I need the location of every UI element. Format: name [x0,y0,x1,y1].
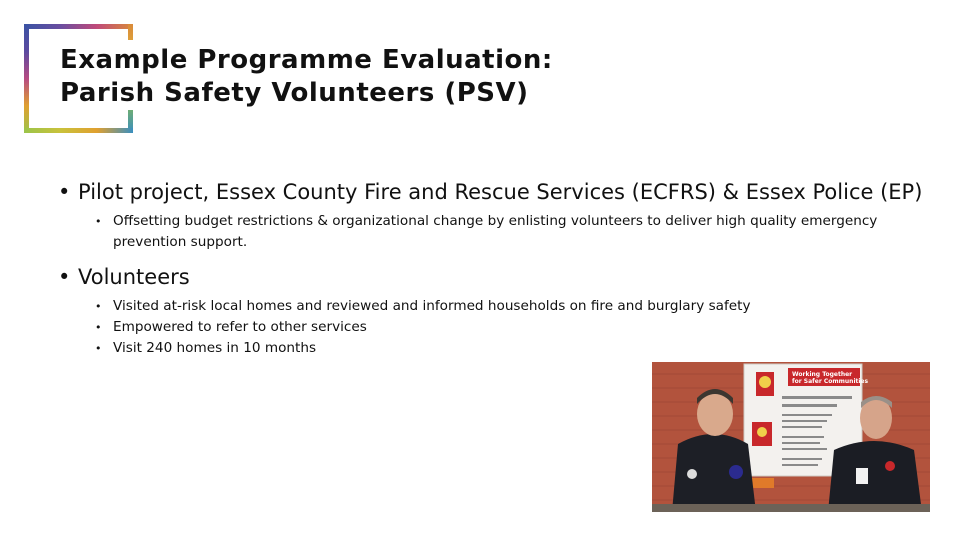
bullet-text: Volunteers [78,265,190,289]
frame-left-edge [24,24,29,133]
sign-heading: Working Together [792,371,853,378]
bullet-text: Pilot project, Essex County Fire and Rescue Services (ECFRS) & Essex Police (EP) [78,180,923,204]
bullet-dot: • [58,265,71,289]
sub-bullet-homes [58,338,938,359]
frame-bottom-edge [24,128,133,133]
bullet-volunteers [58,263,938,292]
slide-body [58,178,938,359]
sub-bullet-visited [58,296,938,317]
sub-bullet-text: Visit 240 homes in 10 months [113,340,317,356]
frame-top-edge [24,24,133,29]
sub-bullet-dot: • [95,321,102,334]
slide-title [60,44,680,110]
volunteers-photo [652,362,930,512]
volunteers-photo-illustration [652,362,930,512]
sub-bullet-budget [58,211,938,253]
sub-bullet-dot: • [95,300,102,313]
bullet-pilot-project [58,178,938,207]
sub-bullet-text: Visited at-risk local homes and reviewed and informed households on fire and burglary safety [113,298,751,314]
slide-title-line-1: Example Programme Evaluation: [60,45,553,75]
sub-bullet-dot: • [95,215,102,228]
slide-title-line-2: Parish Safety Volunteers (PSV) [60,78,529,108]
svg-text:for Safer Communities: for Safer Communities [792,378,869,385]
sub-bullet-dot: • [95,342,102,355]
bullet-dot: • [58,180,71,204]
sub-bullet-text: Offsetting budget restrictions & organizational change by enlisting volunteers to deliver high quality emergency prevention support. [113,213,878,250]
sub-bullet-empowered [58,317,938,338]
sub-bullet-text: Empowered to refer to other services [113,319,367,335]
